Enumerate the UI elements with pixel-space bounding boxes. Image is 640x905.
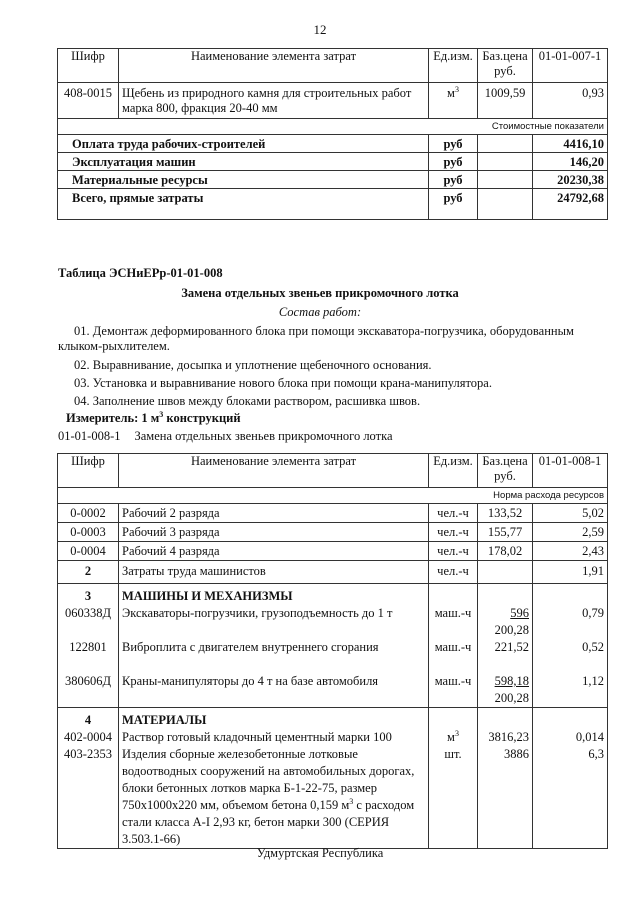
table-header-row — [58, 454, 608, 488]
row-value: 2,59 — [533, 523, 608, 542]
work-step-2: 02. Выравнивание, досыпка и уплотнение щебеночного основания. — [74, 358, 432, 372]
table-title: Таблица ЭСНиЕРр-01-01-008 — [58, 266, 223, 280]
header-name: Наименование элемента затрат — [119, 454, 429, 488]
header-price: Баз.цена руб. — [478, 454, 533, 488]
table-row — [58, 542, 608, 561]
row-unit: чел.-ч — [429, 561, 478, 584]
header-unit: Ед.изм. — [429, 49, 478, 83]
machines-units: маш.-ч маш.-ч маш.-ч — [429, 584, 478, 708]
header-code: Шифр — [58, 454, 119, 488]
work-step-4: 04. Заполнение швов между блоками раствором, расшивка швов. — [74, 394, 421, 408]
cost-table-01-01-007 — [57, 48, 608, 220]
materials-units: $м^3$ шт. — [429, 708, 478, 849]
materials-values: 0,014 6,3 — [533, 708, 608, 849]
table-header-row — [58, 49, 608, 83]
row-value: 0,93 — [533, 83, 608, 119]
materials-group — [58, 708, 608, 849]
summary-row — [58, 153, 608, 171]
summary-row — [58, 171, 608, 189]
row-price: 178,02 — [478, 542, 533, 561]
work-step-3: 03. Установка и выравнивание нового блока при помощи крана-манипулятора. — [74, 376, 492, 390]
row-code: 408-0015 — [58, 83, 119, 119]
section-label: Стоимостные показатели — [58, 119, 608, 135]
row-value: 2,43 — [533, 542, 608, 561]
summary-unit: руб — [429, 171, 478, 189]
item-line — [58, 429, 393, 444]
header-name: Наименование элемента затрат — [119, 49, 429, 83]
row-price: 155,77 — [478, 523, 533, 542]
header-norm: 01-01-007-1 — [533, 49, 608, 83]
footer-region: Удмуртская Республика — [256, 846, 384, 860]
machines-title: МАШИНЫ И МЕХАНИЗМЫ — [122, 589, 293, 603]
row-unit: чел.-ч — [429, 504, 478, 523]
summary-empty — [478, 153, 533, 171]
section-label-row — [58, 488, 608, 504]
row-price: 133,52 — [478, 504, 533, 523]
section-subheading: Состав работ: — [278, 305, 362, 319]
row-name: Рабочий 3 разряда — [119, 523, 429, 542]
row-code: 0-0003 — [58, 523, 119, 542]
summary-unit: руб — [429, 153, 478, 171]
materials-names: МАТЕРИАЛЫ Раствор готовый кладочный цементный марки 100 Изделия сборные железобетонные лотковые водоотводных сооружений на автомобильных дорогах, блоки бетонных лотков марка Б-1-22-75, размер 750х1000х220 мм, объемом бетона 0,159 $м^3$ с расходом стали класса А-I 2,93 кг, бетон марки 300 (СЕРИЯ 3.503.1-66) — [119, 708, 429, 849]
machines-codes: 3 060338Д 122801 380606Д — [58, 584, 119, 708]
machines-prices: 596 200,28 221,52 598,18 200,28 — [478, 584, 533, 708]
row-name: Щебень из природного камня для строительных работ марка 800, фракция 20-40 мм — [119, 83, 429, 119]
row-unit: $м^3$ — [429, 83, 478, 119]
row-code: 2 — [58, 561, 119, 584]
measure-unit: Измеритель: 1 $м^3$ конструкций — [66, 409, 241, 425]
operators-row — [58, 561, 608, 584]
materials-codes: 4 402-0004 403-2353 — [58, 708, 119, 849]
summary-label: Оплата труда рабочих-строителей — [58, 135, 429, 153]
row-value: 1,91 — [533, 561, 608, 584]
row-code: 0-0002 — [58, 504, 119, 523]
summary-empty — [478, 189, 533, 220]
materials-title: МАТЕРИАЛЫ — [122, 713, 207, 727]
row-price — [478, 561, 533, 584]
header-code: Шифр — [58, 49, 119, 83]
item-name: Замена отдельных звеньев прикромочного лотка — [134, 429, 393, 443]
summary-value: 24792,68 — [533, 189, 608, 220]
row-value: 5,02 — [533, 504, 608, 523]
summary-unit: руб — [429, 135, 478, 153]
header-price: Баз.цена руб. — [478, 49, 533, 83]
summary-empty — [478, 135, 533, 153]
summary-row — [58, 189, 608, 220]
materials-prices: 3816,23 3886 — [478, 708, 533, 849]
header-norm: 01-01-008-1 — [533, 454, 608, 488]
summary-row — [58, 135, 608, 153]
summary-unit: руб — [429, 189, 478, 220]
summary-value: 146,20 — [533, 153, 608, 171]
row-name: Затраты труда машинистов — [119, 561, 429, 584]
summary-label: Материальные ресурсы — [58, 171, 429, 189]
machines-names: МАШИНЫ И МЕХАНИЗМЫ Экскаваторы-погрузчики, грузоподъемность до 1 т Виброплита с двигателем внутреннего сгорания Краны-манипуляторы до 4 т на базе автомобиля — [119, 584, 429, 708]
summary-label: Эксплуатация машин — [58, 153, 429, 171]
machines-values: 0,79 0,52 1,12 — [533, 584, 608, 708]
row-name: Рабочий 4 разряда — [119, 542, 429, 561]
table-row — [58, 504, 608, 523]
summary-value: 20230,38 — [533, 171, 608, 189]
summary-label: Всего, прямые затраты — [58, 189, 429, 220]
section-heading: Замена отдельных звеньев прикромочного лотка — [181, 286, 459, 300]
resource-table-01-01-008 — [57, 453, 608, 849]
summary-value: 4416,10 — [533, 135, 608, 153]
table-row — [58, 523, 608, 542]
page-number: 12 — [313, 22, 327, 37]
work-step-1-cont: клыком-рыхлителем. — [58, 339, 170, 353]
row-code: 0-0004 — [58, 542, 119, 561]
table-row — [58, 83, 608, 119]
row-unit: чел.-ч — [429, 523, 478, 542]
work-step-1: 01. Демонтаж деформированного блока при помощи экскаватора-погрузчика, оборудованным — [74, 324, 574, 338]
row-price: 1009,59 — [478, 83, 533, 119]
row-unit: чел.-ч — [429, 542, 478, 561]
machines-group — [58, 584, 608, 708]
section-label: Норма расхода ресурсов — [58, 488, 608, 504]
header-unit: Ед.изм. — [429, 454, 478, 488]
item-code: 01-01-008-1 — [58, 429, 121, 443]
section-label-row — [58, 119, 608, 135]
row-name: Рабочий 2 разряда — [119, 504, 429, 523]
summary-empty — [478, 171, 533, 189]
